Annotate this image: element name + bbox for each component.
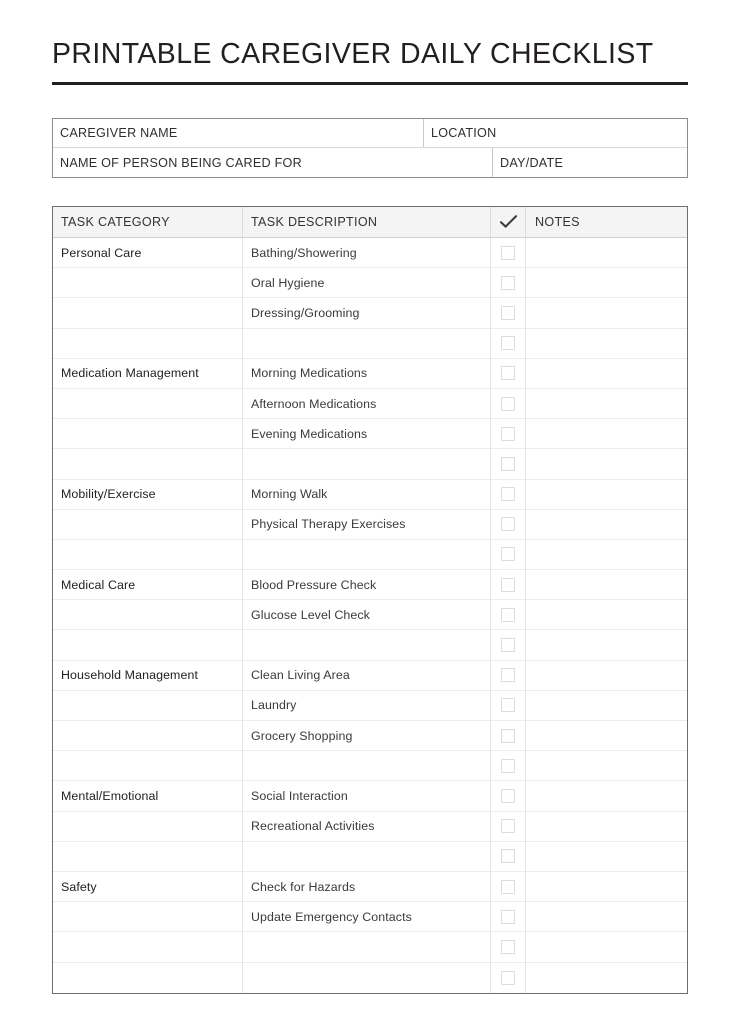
task-checkbox[interactable]	[501, 578, 515, 592]
cell-task-description	[243, 872, 491, 901]
cell-task-check	[491, 932, 526, 961]
table-row	[53, 389, 687, 419]
cell-task-category	[53, 510, 243, 539]
table-row	[53, 298, 687, 328]
cell-task-description	[243, 570, 491, 599]
table-row-blank	[53, 630, 687, 660]
task-checkbox[interactable]	[501, 397, 515, 411]
task-category-text: Household Management	[61, 668, 199, 683]
cell-task-check	[491, 329, 526, 358]
task-checkbox[interactable]	[501, 880, 515, 894]
table-row	[53, 661, 687, 691]
cell-task-notes[interactable]	[526, 812, 687, 841]
cell-task-category	[53, 902, 243, 931]
day-date-field[interactable]	[493, 148, 687, 177]
cell-task-check	[491, 419, 526, 448]
cell-task-category	[53, 812, 243, 841]
task-description-text: Recreational Activities	[251, 819, 375, 834]
cell-task-check	[491, 298, 526, 327]
cell-task-category	[53, 419, 243, 448]
task-category-text: Medication Management	[61, 366, 199, 381]
task-checkbox[interactable]	[501, 849, 515, 863]
task-checkbox[interactable]	[501, 306, 515, 320]
table-row-blank	[53, 842, 687, 872]
task-description-text: Clean Living Area	[251, 668, 350, 683]
cell-task-category	[53, 480, 243, 509]
cell-task-description	[243, 751, 491, 780]
cell-task-check	[491, 812, 526, 841]
person-cared-for-field[interactable]	[53, 148, 493, 177]
cell-task-description	[243, 268, 491, 297]
task-description-text: Check for Hazards	[251, 879, 356, 894]
task-description-text: Morning Walk	[251, 487, 328, 502]
cell-task-category	[53, 570, 243, 599]
cell-task-check	[491, 751, 526, 780]
cell-task-category	[53, 359, 243, 388]
cell-task-category	[53, 781, 243, 810]
table-row-blank	[53, 540, 687, 570]
checklist-header-row	[53, 207, 687, 238]
task-description-text: Laundry	[251, 698, 297, 713]
cell-task-category	[53, 963, 243, 993]
title-block	[52, 34, 688, 85]
cell-task-notes[interactable]	[526, 298, 687, 327]
cell-task-check	[491, 540, 526, 569]
cell-task-notes[interactable]	[526, 630, 687, 659]
cell-task-notes[interactable]	[526, 268, 687, 297]
table-row	[53, 419, 687, 449]
cell-task-category	[53, 842, 243, 871]
task-description-text: Morning Medications	[251, 366, 368, 381]
cell-task-notes[interactable]	[526, 872, 687, 901]
cell-task-description	[243, 600, 491, 629]
task-checkbox[interactable]	[501, 668, 515, 682]
cell-task-check	[491, 268, 526, 297]
table-row	[53, 480, 687, 510]
day-date-label: DAY/DATE	[500, 155, 564, 170]
cell-task-description	[243, 932, 491, 961]
task-category-text: Personal Care	[61, 245, 142, 260]
task-category-header-label: TASK CATEGORY	[61, 215, 170, 229]
cell-task-check	[491, 661, 526, 690]
info-row-caregiver-location	[53, 119, 687, 148]
cell-task-category	[53, 661, 243, 690]
task-description-text: Update Emergency Contacts	[251, 909, 412, 924]
table-row	[53, 691, 687, 721]
table-row	[53, 781, 687, 811]
task-category-text: Medical Care	[61, 577, 136, 592]
cell-task-category	[53, 751, 243, 780]
task-description-text: Afternoon Medications	[251, 396, 377, 411]
cell-task-category	[53, 298, 243, 327]
task-description-text: Oral Hygiene	[251, 275, 325, 290]
cell-task-check	[491, 600, 526, 629]
cell-task-notes[interactable]	[526, 359, 687, 388]
location-field[interactable]	[424, 119, 687, 147]
cell-task-description	[243, 721, 491, 750]
cell-task-notes[interactable]	[526, 329, 687, 358]
table-row-blank	[53, 932, 687, 962]
cell-task-check	[491, 902, 526, 931]
cell-task-description	[243, 781, 491, 810]
cell-task-check	[491, 842, 526, 871]
cell-task-check	[491, 963, 526, 993]
task-checkbox[interactable]	[501, 517, 515, 531]
cell-task-notes[interactable]	[526, 902, 687, 931]
cell-task-check	[491, 359, 526, 388]
task-category-text: Mental/Emotional	[61, 788, 159, 803]
column-header-notes	[526, 207, 687, 237]
table-row	[53, 812, 687, 842]
task-description-text: Bathing/Showering	[251, 245, 357, 260]
cell-task-check	[491, 238, 526, 267]
cell-task-description	[243, 480, 491, 509]
cell-task-check	[491, 480, 526, 509]
column-header-task-description	[243, 207, 491, 237]
task-checkbox[interactable]	[501, 547, 515, 561]
task-checkbox[interactable]	[501, 366, 515, 380]
table-row	[53, 510, 687, 540]
cell-task-notes[interactable]	[526, 238, 687, 267]
table-row	[53, 600, 687, 630]
cell-task-description	[243, 540, 491, 569]
cell-task-notes[interactable]	[526, 570, 687, 599]
cell-task-description	[243, 329, 491, 358]
cell-task-description	[243, 298, 491, 327]
cell-task-description	[243, 902, 491, 931]
table-row	[53, 238, 687, 268]
cell-task-notes[interactable]	[526, 600, 687, 629]
daily-task-checklist-table	[52, 206, 688, 994]
cell-task-description	[243, 238, 491, 267]
task-checkbox[interactable]	[501, 940, 515, 954]
cell-task-check	[491, 721, 526, 750]
cell-task-category	[53, 329, 243, 358]
table-row	[53, 570, 687, 600]
task-checkbox[interactable]	[501, 427, 515, 441]
cell-task-notes[interactable]	[526, 932, 687, 961]
task-description-text: Physical Therapy Exercises	[251, 517, 406, 532]
cell-task-notes[interactable]	[526, 963, 687, 993]
cell-task-description	[243, 812, 491, 841]
page-title: PRINTABLE CAREGIVER DAILY CHECKLIST	[52, 38, 654, 70]
cell-task-notes[interactable]	[526, 419, 687, 448]
task-checkbox[interactable]	[501, 971, 515, 985]
table-row-blank	[53, 449, 687, 479]
column-header-task-category	[53, 207, 243, 237]
task-checkbox[interactable]	[501, 246, 515, 260]
task-description-text: Dressing/Grooming	[251, 305, 360, 320]
caregiver-name-field[interactable]	[53, 119, 424, 147]
cell-task-notes[interactable]	[526, 449, 687, 478]
task-category-text: Safety	[61, 879, 97, 894]
cell-task-notes[interactable]	[526, 510, 687, 539]
cell-task-check	[491, 691, 526, 720]
task-checkbox[interactable]	[501, 336, 515, 350]
cell-task-category	[53, 691, 243, 720]
cell-task-description	[243, 359, 491, 388]
person-cared-for-label: NAME OF PERSON BEING CARED FOR	[60, 155, 302, 170]
task-checkbox[interactable]	[501, 487, 515, 501]
cell-task-category	[53, 389, 243, 418]
cell-task-description	[243, 842, 491, 871]
cell-task-notes[interactable]	[526, 691, 687, 720]
cell-task-description	[243, 630, 491, 659]
cell-task-check	[491, 781, 526, 810]
cell-task-category	[53, 268, 243, 297]
cell-task-category	[53, 600, 243, 629]
cell-task-notes[interactable]	[526, 781, 687, 810]
title-underline-rule	[52, 82, 688, 85]
cell-task-check	[491, 630, 526, 659]
checklist-rows-container	[53, 238, 687, 993]
cell-task-check	[491, 872, 526, 901]
cell-task-description	[243, 691, 491, 720]
caregiver-info-table	[52, 118, 688, 178]
task-checkbox[interactable]	[501, 819, 515, 833]
task-description-header-label: TASK DESCRIPTION	[251, 215, 378, 229]
task-category-text: Mobility/Exercise	[61, 487, 156, 502]
cell-task-check	[491, 510, 526, 539]
cell-task-description	[243, 449, 491, 478]
task-description-text: Blood Pressure Check	[251, 577, 377, 592]
table-row	[53, 902, 687, 932]
cell-task-description	[243, 419, 491, 448]
cell-task-category	[53, 932, 243, 961]
task-checkbox[interactable]	[501, 729, 515, 743]
cell-task-check	[491, 449, 526, 478]
cell-task-description	[243, 389, 491, 418]
task-description-text: Evening Medications	[251, 426, 368, 441]
notes-header-label: NOTES	[535, 215, 580, 229]
checkmark-icon	[499, 214, 518, 230]
cell-task-notes[interactable]	[526, 721, 687, 750]
cell-task-description	[243, 661, 491, 690]
cell-task-category	[53, 238, 243, 267]
cell-task-category	[53, 721, 243, 750]
info-row-person-daydate	[53, 148, 687, 177]
cell-task-category	[53, 872, 243, 901]
table-row-blank	[53, 963, 687, 993]
location-label: LOCATION	[431, 126, 497, 140]
table-row-blank	[53, 751, 687, 781]
task-description-text: Glucose Level Check	[251, 607, 370, 622]
cell-task-check	[491, 570, 526, 599]
task-checkbox[interactable]	[501, 698, 515, 712]
table-row	[53, 268, 687, 298]
task-checkbox[interactable]	[501, 638, 515, 652]
cell-task-description	[243, 510, 491, 539]
cell-task-notes[interactable]	[526, 540, 687, 569]
table-row	[53, 359, 687, 389]
cell-task-notes[interactable]	[526, 389, 687, 418]
cell-task-category	[53, 540, 243, 569]
task-checkbox[interactable]	[501, 759, 515, 773]
cell-task-notes[interactable]	[526, 661, 687, 690]
cell-task-notes[interactable]	[526, 842, 687, 871]
cell-task-category	[53, 630, 243, 659]
task-checkbox[interactable]	[501, 608, 515, 622]
cell-task-check	[491, 389, 526, 418]
cell-task-category	[53, 449, 243, 478]
column-header-check	[491, 207, 526, 237]
task-checkbox[interactable]	[501, 276, 515, 290]
cell-task-notes[interactable]	[526, 480, 687, 509]
task-checkbox[interactable]	[501, 789, 515, 803]
task-checkbox[interactable]	[501, 910, 515, 924]
caregiver-name-label: CAREGIVER NAME	[60, 126, 178, 140]
table-row	[53, 872, 687, 902]
task-description-text: Social Interaction	[251, 788, 348, 803]
cell-task-notes[interactable]	[526, 751, 687, 780]
task-checkbox[interactable]	[501, 457, 515, 471]
table-row	[53, 721, 687, 751]
table-row-blank	[53, 329, 687, 359]
task-description-text: Grocery Shopping	[251, 728, 353, 743]
cell-task-description	[243, 963, 491, 993]
